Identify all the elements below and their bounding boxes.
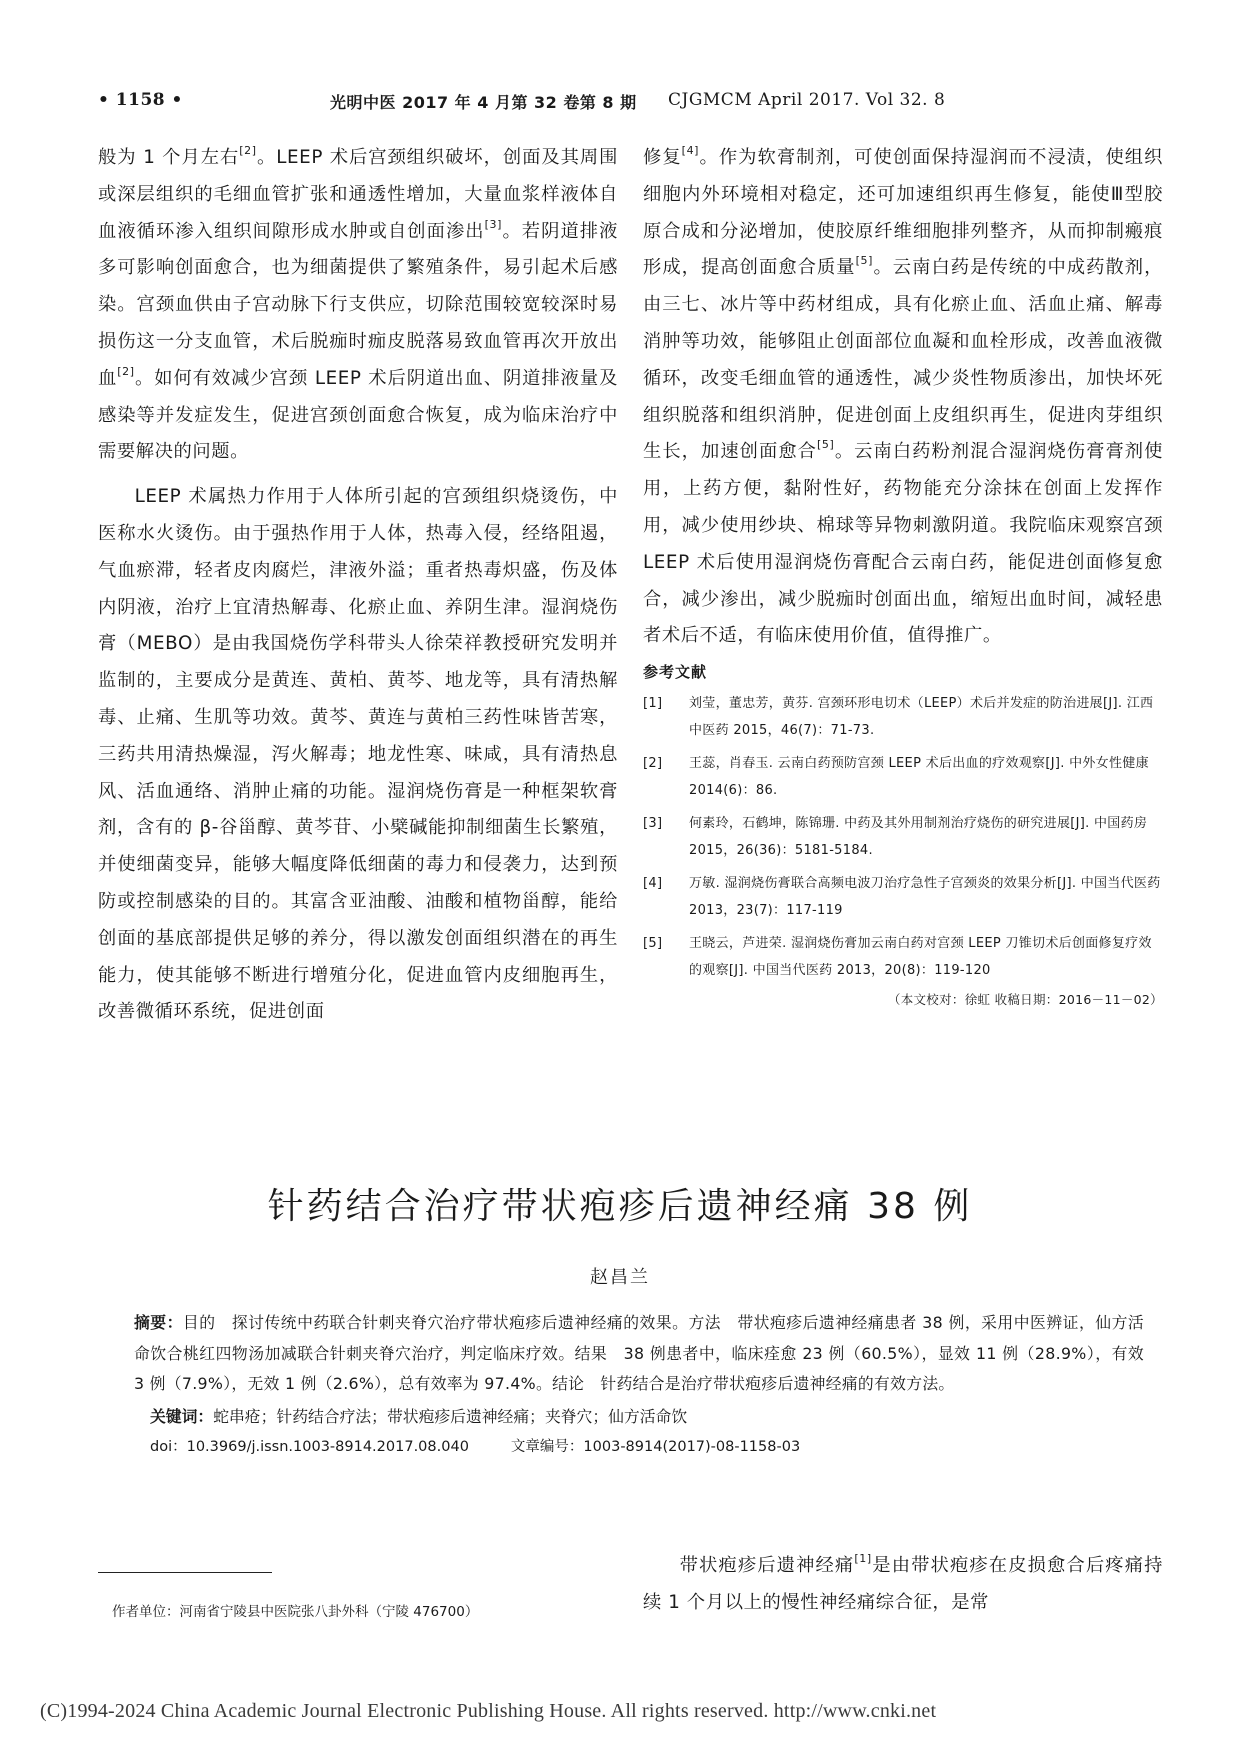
citation: [2] [239, 144, 257, 157]
citation: [4] [681, 144, 700, 157]
footnote-rule [98, 1572, 272, 1573]
doi-line [150, 1432, 1144, 1462]
reference-item: [5] 王晓云，芦进荣. 湿润烧伤膏加云南白药对宫颈 LEEP 刀锥切术后创面修复疗效的观察[J]. 中国当代医药 2013，20(8)：119-120 [643, 930, 1163, 984]
article-title: 针药结合治疗带状疱疹后遗神经痛 38 例 [267, 1186, 973, 1227]
intro-paragraph-start [643, 1548, 1163, 1622]
reference-number: [2] [643, 756, 663, 772]
citation: [5] [816, 438, 835, 452]
keywords-line: 关键词：蛇串疮；针药结合疗法；带状疱疹后遗神经痛；夹脊穴；仙方活命饮 [150, 1406, 688, 1426]
reference-number: [5] [643, 936, 663, 952]
references-heading: 参考文献 [643, 663, 708, 682]
citation: [1] [854, 1552, 872, 1565]
page-number: • 1158 • [98, 90, 183, 110]
abstract-block [134, 1308, 1144, 1462]
doi: doi：10.3969/j.issn.1003-8914.2017.08.040 [150, 1438, 469, 1455]
citation: [5] [855, 254, 874, 268]
abstract-label: 摘要： [134, 1313, 183, 1332]
journal-issue-cn: 光明中医 2017 年 4 月第 32 卷第 8 期 [330, 93, 637, 112]
reference-number: [4] [643, 876, 663, 892]
abstract-text: 摘要：目的 探讨传统中药联合针刺夹脊穴治疗带状疱疹后遗神经痛的效果。方法 带状疱疹后遗神经痛患者 38 例，采用中医辨证，仙方活命饮合桃红四物汤加减联合针刺夹脊穴治疗，判定临床疗效。结果 38 例患者中，临床痊愈 23 例（60.5%），显效 11 例（28.9%），有效 3 例（7.9%），无效 1 例（2.6%），总有效率为 97.4%。结论 针药结合是治疗带状疱疹后遗神经痛的有效方法。 [134, 1313, 1144, 1393]
left-column [98, 140, 618, 1031]
body-paragraph: LEEP 术属热力作用于人体所引起的宫颈组织烧烫伤，中医称水火烫伤。由于强热作用于人体，热毒入侵，经络阻遏，气血瘀滞，轻者皮肉腐烂，津液外溢；重者热毒炽盛，伤及体内阴液，治疗上宜清热解毒、化瘀止血、养阴生津。湿润烧伤膏（MEBO）是由我国烧伤学科带头人徐荣祥教授研究发明并监制的，主要成分是黄连、黄柏、黄芩、地龙等，具有清热解毒、止痛、生肌等功效。黄芩、黄连与黄柏三药性味皆苦寒，三药共用清热燥湿，泻火解毒；地龙性寒、味咸，具有清热息风、活血通络、消肿止痛的功能。湿润烧伤膏是一种框架软膏剂，含有的 β-谷甾醇、黄芩苷、小檗碱能抑制细菌生长繁殖，并使细菌变异，能够大幅度降低细菌的毒力和侵袭力，达到预防或控制感染的目的。其富含亚油酸、油酸和植物甾醇，能给创面的基底部提供足够的养分，得以激发创面组织潜在的再生能力，使其能够不断进行增殖分化，促进血管内皮细胞再生，改善微循环系统，促进创面 [98, 486, 618, 1023]
citation: [2] [117, 364, 135, 378]
reference-number: [3] [643, 816, 663, 832]
reference-item: [1] 刘莹，董忠芳，黄芬. 宫颈环形电切术（LEEP）术后并发症的防治进展[J]. 江西中医药 2015，46(7)：71-73. [643, 690, 1163, 744]
body-paragraph: 般为 1 个月左右[2]。LEEP 术后宫颈组织破坏，创面及其周围或深层组织的毛细血管扩张和通透性增加，大量血浆样液体自血液循环渗入组织间隙形成水肿或自创面渗出[3]。若阴道排液多可影响创面愈合，也为细菌提供了繁殖条件，易引起术后感染。宫颈血供由子宫动脉下行支供应，切除范围较宽较深时易损伤这一分支血管，术后脱痂时痂皮脱落易致血管再次开放出血[2]。如何有效减少宫颈 LEEP 术后阴道出血、阴道排液量及感染等并发症发生，促进宫颈创面愈合恢复，成为临床治疗中需要解决的问题。 [98, 144, 619, 463]
reference-list [643, 690, 1163, 984]
running-header [98, 90, 1158, 120]
journal-issue-en: CJGMCM April 2017. Vol 32. 8 [668, 90, 946, 110]
right-column [643, 140, 1163, 1008]
article-number: 文章编号：1003-8914(2017)-08-1158-03 [510, 1438, 801, 1455]
copyright-watermark: (C)1994-2024 China Academic Journal Electronic Publishing House. All rights reserved. http://www.cnki.net [40, 1700, 937, 1722]
proofreading-note: （本文校对：徐虹 收稿日期：2016－11－02） [887, 992, 1163, 1008]
body-paragraph: 修复[4]。作为软膏制剂，可使创面保持湿润而不浸渍，使组织细胞内外环境相对稳定，还可加速组织再生修复，能使Ⅲ型胶原合成和分泌增加，使胶原纤维细胞排列整齐，从而抑制瘢痕形成，提高创面愈合质量[5]。云南白药是传统的中成药散剂，由三七、冰片等中药材组成，具有化瘀止血、活血止痛、解毒消肿等功效，能够阻止创面部位血凝和血栓形成，改善血液微循环，改变毛细血管的通透性，减少炎性物质渗出，加快坏死组织脱落和组织消肿，促进创面上皮组织再生，促进肉芽组织生长，加速创面愈合[5]。云南白药粉剂混合湿润烧伤膏膏剂使用，上药方便，黏附性好，药物能充分涂抹在创面上发挥作用，减少使用纱块、棉球等异物刺激阴道。我院临床观察宫颈 LEEP 术后使用湿润烧伤膏配合云南白药，能促进创面修复愈合，减少渗出，减少脱痂时创面出血，缩短出血时间，减轻患者术后不适，有临床使用价值，值得推广。 [643, 144, 1164, 647]
reference-item: [4] 万敏. 湿润烧伤膏联合高频电波刀治疗急性子宫颈炎的效果分析[J]. 中国当代医药 2013，23(7)：117-119 [643, 870, 1163, 924]
author-name: 赵昌兰 [590, 1267, 650, 1288]
keywords-label: 关键词： [150, 1406, 214, 1426]
reference-item: [3] 何素玲，石鹤坤，陈锦珊. 中药及其外用制剂治疗烧伤的研究进展[J]. 中国药房 2015，26(36)：5181-5184. [643, 810, 1163, 864]
citation: [3] [484, 217, 503, 231]
body-paragraph: 带状疱疹后遗神经痛[1]是由带状疱疹在皮损愈合后疼痛持续 1 个月以上的慢性神经痛综合征，是常 [643, 1552, 1164, 1613]
author-affiliation-footnote: 作者单位：河南省宁陵县中医院张八卦外科（宁陵 476700） [112, 1604, 479, 1620]
reference-item: [2] 王蕊，肖春玉. 云南白药预防宫颈 LEEP 术后出血的疗效观察[J]. 中外女性健康 2014(6)：86. [643, 750, 1163, 804]
reference-number: [1] [643, 696, 663, 712]
